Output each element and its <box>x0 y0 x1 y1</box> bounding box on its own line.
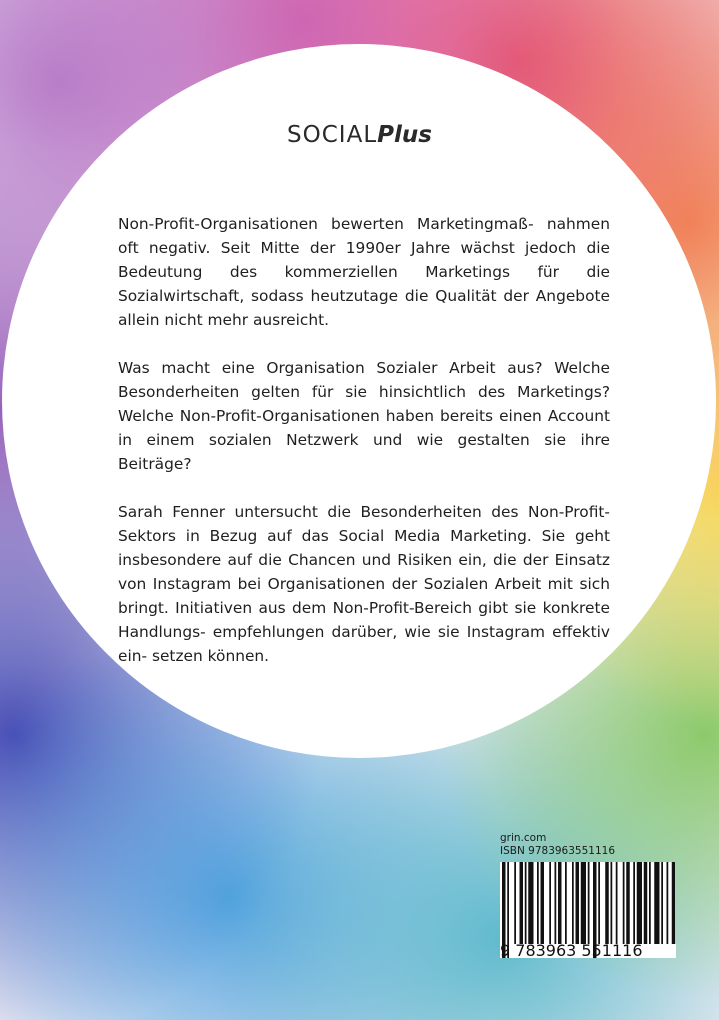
barcode-block <box>500 832 680 960</box>
blurb-paragraph: Was macht eine Organisation Sozialer Arbeit aus? Welche Besonderheiten gelten für sie hinsichtlich des Marketings? Welche Non-Profit-Organisationen haben bereits einen Account in einem sozialen Netzwerk und wie gestalten sie ihre Beiträge? <box>118 359 610 473</box>
blurb-paragraph: Non-Profit-Organisationen bewerten Marketingmaß- nahmen oft negativ. Seit Mitte der 1990er Jahre wächst jedoch die Bedeutung des kommerziellen Marketings für die Sozialwirtschaft, sodass heutzutage die Qualität der Angebote allein nicht mehr ausreicht. <box>118 215 610 329</box>
isbn-label: ISBN 9783963551116 <box>500 845 616 857</box>
publisher-logo <box>0 122 719 148</box>
logo-plus: Plus <box>377 122 432 148</box>
barcode-digits: 9 783963 551116 <box>500 941 643 960</box>
publisher-website: grin.com <box>500 832 547 844</box>
blurb-text <box>118 212 610 692</box>
logo-social: SOCIAL <box>287 122 378 148</box>
blurb-paragraph: Sarah Fenner untersucht die Besonderheiten des Non-Profit-Sektors in Bezug auf das Social Media Marketing. Sie geht insbesondere auf die Chancen und Risiken ein, die der Einsatz von Instagram bei Organisationen der Sozialen Arbeit mit sich bringt. Initiativen aus dem Non-Profit-Bereich gibt sie konkrete Handlungs- empfehlungen darüber, wie sie Instagram effektiv ein- setzen können. <box>118 503 610 665</box>
